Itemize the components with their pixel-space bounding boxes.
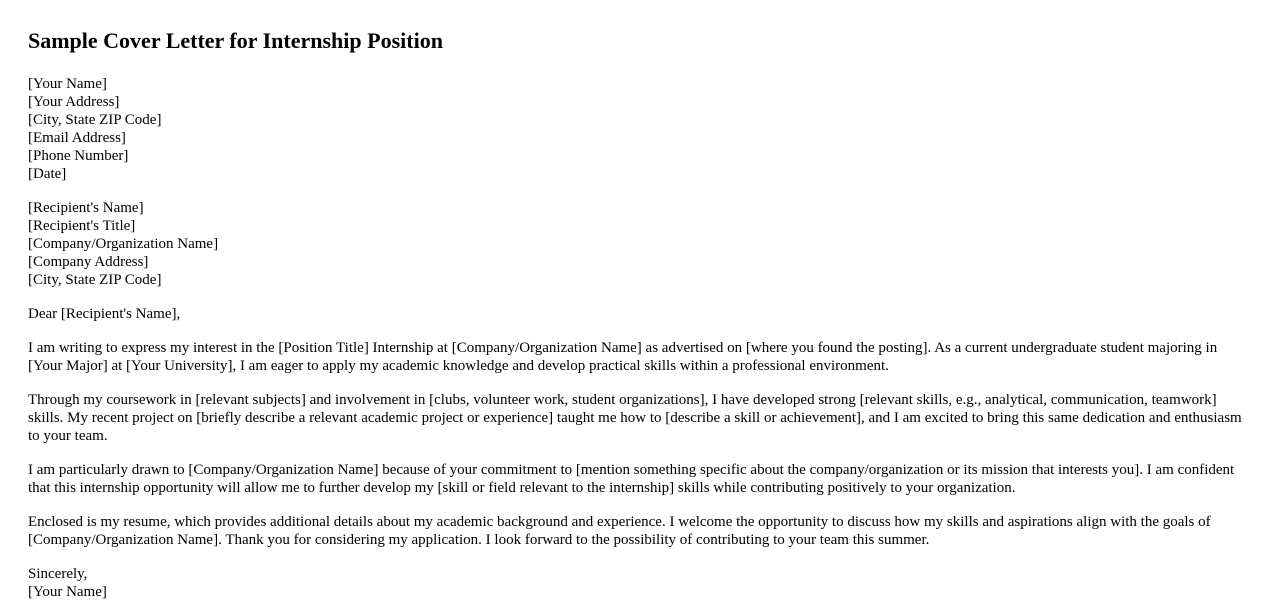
salutation: Dear [Recipient's Name], xyxy=(28,306,181,322)
sender-address: [Your Address] xyxy=(28,94,120,110)
sender-phone: [Phone Number] xyxy=(28,148,129,164)
sender-address-block xyxy=(28,75,1250,183)
sender-name: [Your Name] xyxy=(28,76,107,92)
closing-block xyxy=(28,565,1250,601)
paragraph-text: I am writing to express my interest in the [Position Title] Internship at [Company/Organization Name] as advertised on [where you found the posting]. As a current undergraduate student majoring in [Your Major] at [Your University], I am eager to apply my academic knowledge and develop practical skills within a professional environment. xyxy=(28,340,1218,374)
sender-email: [Email Address] xyxy=(28,130,126,146)
recipient-address-block xyxy=(28,199,1250,289)
page-title: Sample Cover Letter for Internship Position xyxy=(28,28,443,53)
recipient-company-address: [Company Address] xyxy=(28,254,149,270)
letter-date: [Date] xyxy=(28,166,67,182)
signature-name: [Your Name] xyxy=(28,584,107,600)
body-paragraph-3 xyxy=(28,461,1250,497)
recipient-company: [Company/Organization Name] xyxy=(28,236,219,252)
recipient-title: [Recipient's Title] xyxy=(28,218,136,234)
paragraph-text: Enclosed is my resume, which provides additional details about my academic background and experience. I welcome the opportunity to discuss how my skills and aspirations align with the goals of [Company/Organization Name]. Thank you for considering my application. I look forward to the possibility of contributing to your team this summer. xyxy=(28,514,1211,548)
sender-city-state-zip: [City, State ZIP Code] xyxy=(28,112,162,128)
closing-phrase: Sincerely, xyxy=(28,566,88,582)
paragraph-text: I am particularly drawn to [Company/Organization Name] because of your commitment to [mention something specific about the company/organization or its mission that interests you]. I am confident that this internship opportunity will allow me to further develop my [skill or field relevant to the internship] skills while contributing positively to your organization. xyxy=(28,462,1235,496)
body-paragraph-2 xyxy=(28,391,1250,445)
recipient-name: [Recipient's Name] xyxy=(28,200,144,216)
body-paragraph-4 xyxy=(28,513,1250,549)
recipient-city-state-zip: [City, State ZIP Code] xyxy=(28,272,162,288)
paragraph-text: Through my coursework in [relevant subjects] and involvement in [clubs, volunteer work, student organizations], I have developed strong [relevant skills, e.g., analytical, communication, teamwork] skills. My recent project on [briefly describe a relevant academic project or experience] taught me how to [describe a skill or achievement], and I am excited to bring this same dedication and enthusiasm to your team. xyxy=(28,392,1242,444)
body-paragraph-1 xyxy=(28,339,1250,375)
